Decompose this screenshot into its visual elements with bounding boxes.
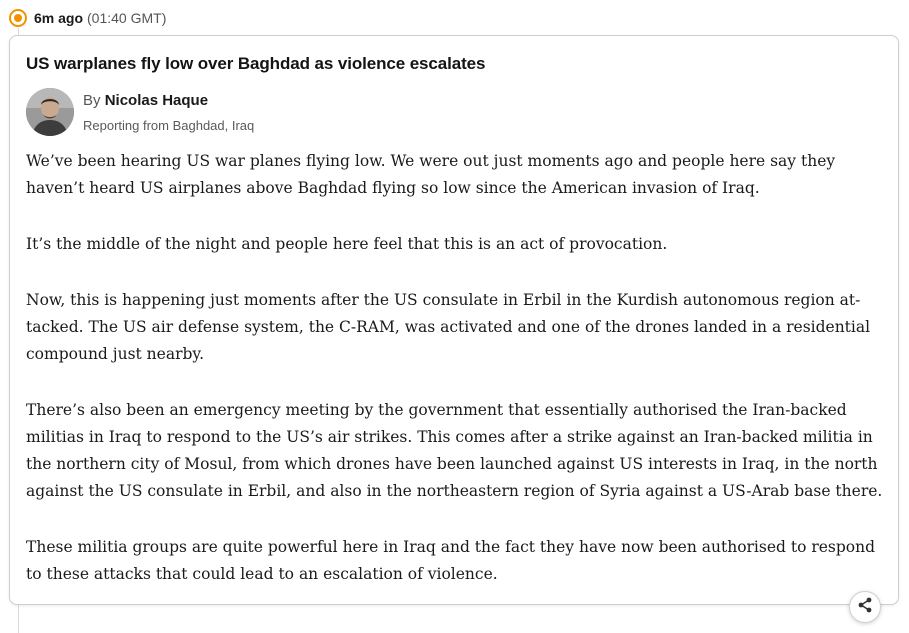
paragraph: These militia groups are quite powerful here in Iraq and the fact they have now been authorised to respond to these attacks that could lead to an escalation of violence.	[26, 538, 876, 583]
share-button[interactable]	[849, 591, 881, 623]
paragraph: It’s the middle of the night and people here feel that this is an act of provocation.	[26, 235, 668, 253]
avatar	[26, 88, 74, 136]
paragraph: Now, this is happening just moments after the US consulate in Erbil in the Kurdish autonomous region attacked. The US air defense system, the C-RAM, was activated and one of the drones landed in a residential compound just nearby.	[26, 291, 871, 363]
by-label: By	[83, 92, 101, 109]
live-update-card	[9, 35, 899, 605]
time-ago: 6m ago	[34, 10, 84, 26]
time-gmt: (01:40 GMT)	[87, 10, 167, 26]
byline	[83, 92, 254, 110]
post-body	[26, 148, 888, 617]
author-location: Reporting from Baghdad, Iraq	[83, 118, 255, 133]
share-icon	[856, 596, 874, 619]
live-indicator-icon	[9, 9, 27, 27]
paragraph: There’s also been an emergency meeting by the government that essentially authorised the Iran-backed militias in Iraq to respond to the US’s air strikes. This comes after a strike against an Iran-backed militia in the northern city of Mosul, from which drones have been launched against US interests in Iraq, in the north against the US consulate in Erbil, and also in the northeastern region of Syria against a US-Arab base there.	[26, 401, 883, 500]
paragraph: We’ve been hearing US war planes flying low. We were out just moments ago and people here say they haven’t heard US airplanes above Baghdad flying so low since the American invasion of Iraq.	[26, 152, 836, 197]
author-name[interactable]: Nicolas Haque	[104, 92, 209, 109]
post-timestamp	[9, 8, 166, 28]
author-block	[26, 88, 254, 136]
post-headline: US warplanes fly low over Baghdad as violence escalates	[26, 54, 486, 73]
